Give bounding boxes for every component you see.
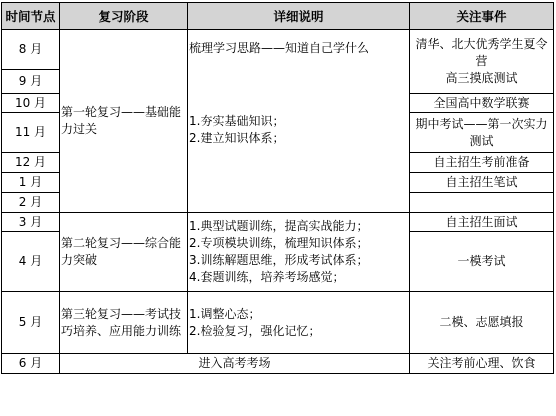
month-cell: 12 月 [2,153,60,173]
detail-cell [188,30,410,213]
review-plan-table [1,2,554,374]
detail-line: 2.专项模块训练，梳理知识体系； [189,236,369,250]
month-cell: 3 月 [2,213,60,232]
stage-cell [60,292,188,354]
header-stage: 复习阶段 [60,3,188,30]
detail-cell [188,292,410,354]
detail-line: 2.检验复习，强化记忆； [189,323,321,338]
event-cell: 一模考试 [410,232,554,292]
stage-cell [60,213,188,292]
table-row [2,354,554,374]
stage-label: 第一轮复习——基础能力过关 [61,105,182,136]
event-cell [410,193,554,213]
month-cell: 8 月 [2,30,60,70]
event-cell: 自主招生面试 [410,213,554,232]
detail-line: 1.调整心态； [189,306,261,321]
detail-cell [188,213,410,292]
stage-label: 第二轮复习——综合能力突破 [61,236,182,267]
detail-line: 1.夯实基础知识； [189,114,285,128]
detail-line: 4.套题训练，培养考场感觉； [189,270,345,284]
header-row [2,3,554,30]
detail-line: 梳理学习思路——知道自己学什么 [189,41,370,55]
final-detail-cell: 进入高考考场 [60,354,410,374]
event-cell: 关注考前心理、饮食 [410,354,554,374]
detail-line: 2.建立知识体系； [189,131,285,145]
event-text: 清华、北大优秀学生夏令营 [415,37,548,68]
event-cell: 自主招生笔试 [410,173,554,193]
header-detail: 详细说明 [188,3,410,30]
detail-line: 3.训练解题思维，形成考试体系； [189,253,369,267]
event-cell: 全国高中数学联赛 [410,94,554,113]
event-cell: 期中考试——第一次实力测试 [410,113,554,153]
table-row [2,30,554,70]
header-event: 关注事件 [410,3,554,30]
stage-label: 第三轮复习——考试技巧培养、应用能力训练 [61,306,182,338]
month-cell: 6 月 [2,354,60,374]
month-cell: 4 月 [2,232,60,292]
stage-cell [60,30,188,213]
detail-line: 1.典型试题训练，提高实战能力； [189,219,369,233]
table-row [2,213,554,232]
table-row [2,292,554,354]
month-cell: 10 月 [2,94,60,113]
event-cell: 自主招生考前准备 [410,153,554,173]
event-cell [410,30,554,94]
event-text: 高三摸底测试 [445,71,518,85]
month-cell: 9 月 [2,70,60,94]
month-cell: 1 月 [2,173,60,193]
header-time: 时间节点 [2,3,60,30]
event-cell: 二模、志愿填报 [410,292,554,354]
month-cell: 11 月 [2,113,60,153]
month-cell: 2 月 [2,193,60,213]
month-cell: 5 月 [2,292,60,354]
